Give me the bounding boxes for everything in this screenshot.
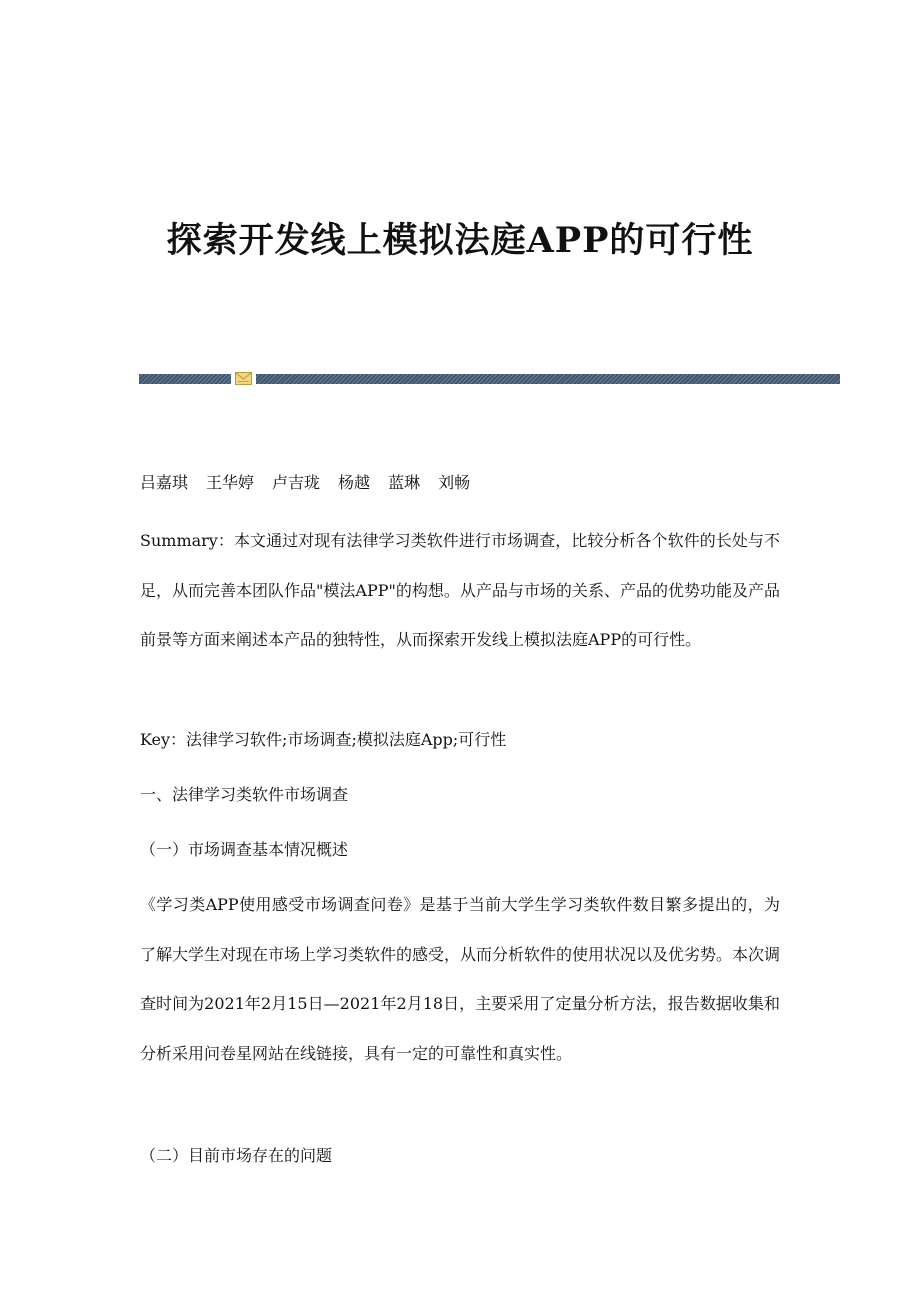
body-paragraph: 《学习类APP使用感受市场调查问卷》是基于当前大学生学习类软件数目繁多提出的，为了解大学生对现在市场上学习类软件的感受，从而分析软件的使用状况以及优劣势。本次调查时间为2021年2月15日—2021年2月18日，主要采用了定量分析方法，报告数据收集和分析采用问卷星网站在线链接，具有一定的可靠性和真实性。	[140, 895, 781, 1063]
author-name: 蓝琳	[388, 473, 421, 492]
author-name: 吕嘉琪	[140, 473, 189, 492]
author-name: 王华婷	[206, 473, 255, 492]
summary-paragraph	[140, 516, 780, 665]
divider-left-segment	[139, 374, 231, 384]
subsection-heading: （二）目前市场存在的问题	[140, 1146, 333, 1165]
keywords-paragraph	[140, 715, 780, 765]
author-list	[140, 465, 488, 501]
divider-right-segment	[256, 374, 840, 384]
author-name: 刘畅	[438, 473, 471, 492]
envelope-ornament-icon	[235, 372, 252, 385]
section-heading: 一、法律学习类软件市场调查	[140, 785, 349, 804]
summary-label: Summary：	[140, 531, 234, 550]
author-name: 卢吉珑	[272, 473, 321, 492]
subsection-heading: （一）市场调查基本情况概述	[140, 840, 349, 859]
keywords-text: 法律学习软件;市场调查;模拟法庭App;可行性	[186, 730, 507, 749]
document-title: 探索开发线上模拟法庭APP的可行性	[166, 220, 754, 261]
summary-text: 本文通过对现有法律学习类软件进行市场调查，比较分析各个软件的长处与不足，从而完善本团队作品"模法APP"的构想。从产品与市场的关系、产品的优势功能及产品前景等方面来阐述本产品的独特性，从而探索开发线上模拟法庭APP的可行性。	[140, 531, 780, 649]
keywords-label: Key：	[140, 730, 187, 749]
title-divider	[139, 374, 840, 384]
author-name: 杨越	[338, 473, 371, 492]
